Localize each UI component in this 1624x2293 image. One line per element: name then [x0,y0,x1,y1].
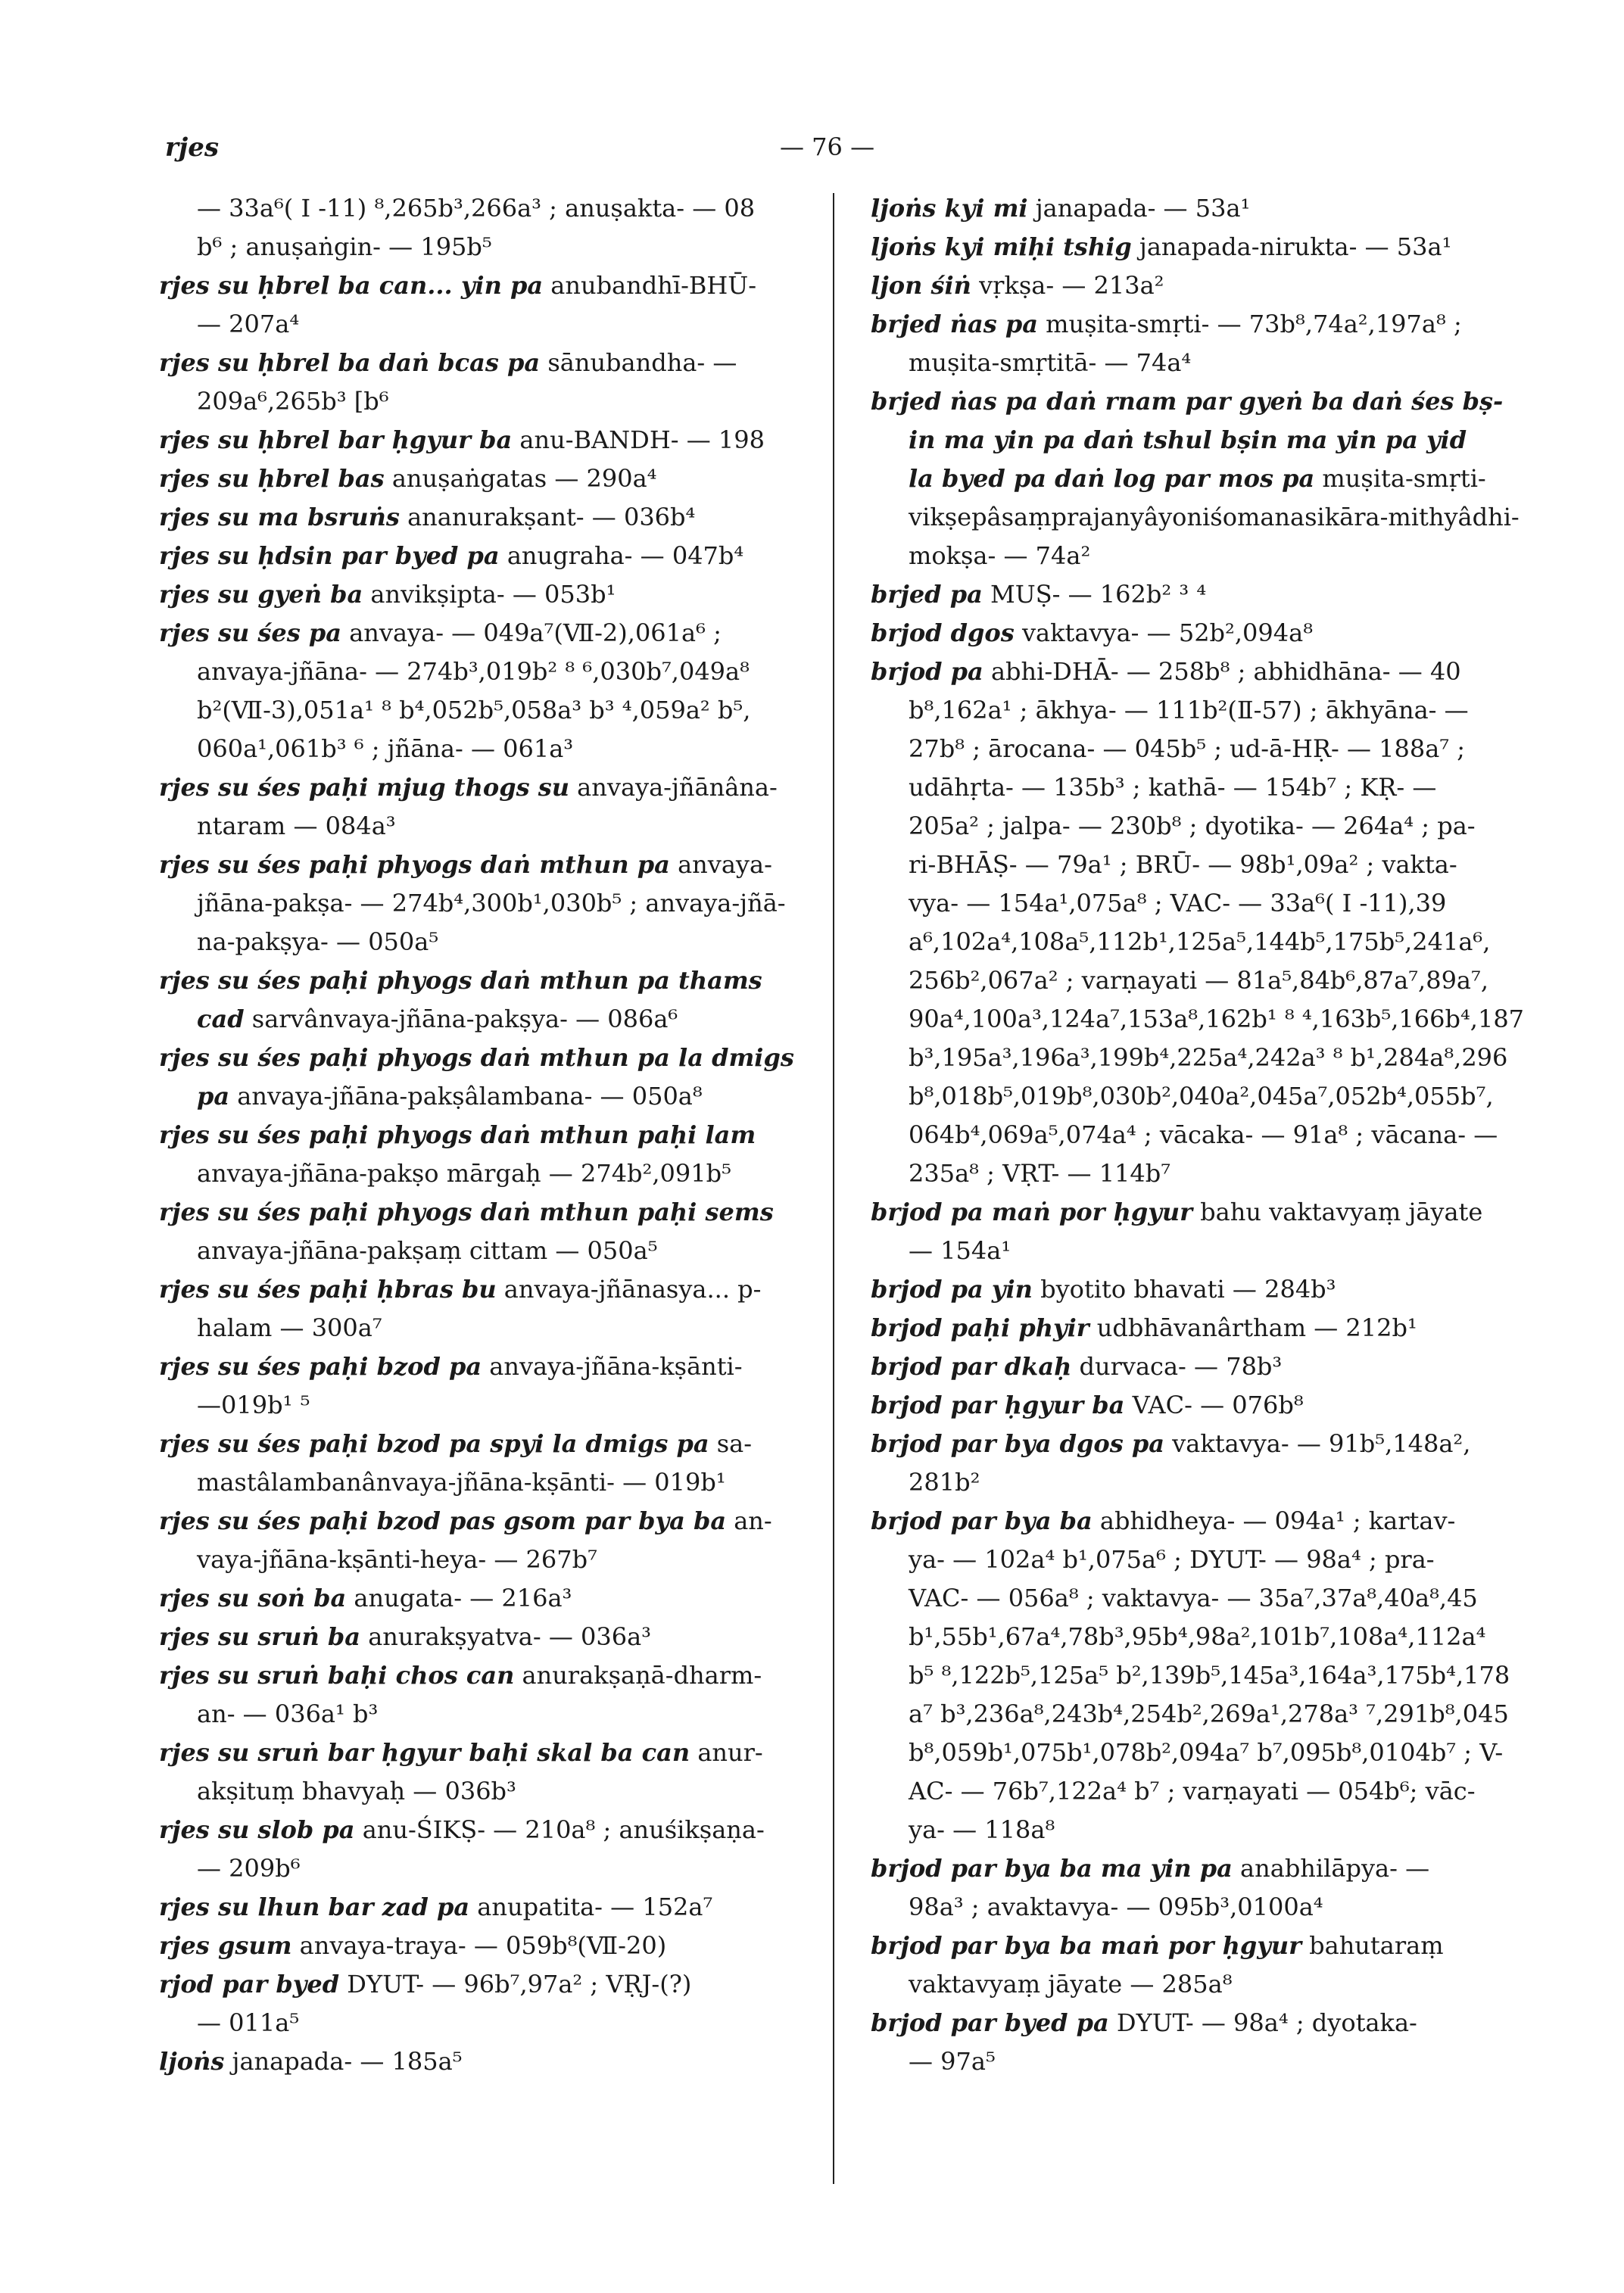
tibetan-headword: rjes su śes paḥi phyogs daṅ mthun paḥi sems [159,1198,774,1226]
tibetan-headword: rjes su soṅ ba [159,1584,347,1612]
dictionary-line [159,1000,803,1039]
dictionary-line [871,1965,1484,2004]
tibetan-headword: rjes su śes paḥi bzod pa spyi la dmigs pa [159,1429,709,1458]
dictionary-line [871,923,1491,961]
tibetan-headword: brjod paḥi phyir [871,1313,1089,1342]
dictionary-line [871,1541,1484,1579]
dictionary-line [871,807,1484,846]
tibetan-headword: rjes su slob pa [159,1815,355,1844]
tibetan-headword: rjes su śes paḥi phyogs daṅ mthun pa [159,850,670,879]
sanskrit-gloss: — 154a¹ [909,1236,1011,1265]
sanskrit-gloss: anurakṣaṇā-dharm- [514,1661,762,1690]
dictionary-line [871,846,1484,884]
sanskrit-gloss: b⁵ ⁸,122b⁵,125a⁵ b²,139b⁵,145a³,164a³,175b⁴,178 [909,1661,1510,1690]
sanskrit-gloss: a⁶,102a⁴,108a⁵,112b¹,125a⁵,144b⁵,175b⁵,241a⁶, [909,927,1491,956]
dictionary-line [871,1000,1525,1039]
sanskrit-gloss: muṣita-smṛtitā- — 74a⁴ [909,348,1192,377]
tibetan-headword: brjod par bya dgos pa [871,1429,1164,1458]
tibetan-headword: ljon śiṅ [871,271,971,300]
dictionary-line [159,1618,803,1656]
dictionary-line [871,1656,1510,1695]
sanskrit-gloss: ananurakṣant- — 036b⁴ [399,503,696,531]
dictionary-line [871,1154,1484,1193]
sanskrit-gloss: bahu vaktavyaṃ jāyate [1192,1198,1483,1226]
sanskrit-gloss: mastâlambanânvaya-jñāna-kṣānti- — 019b¹ [197,1468,726,1497]
dictionary-line [159,1039,803,1077]
dictionary-line [159,1734,803,1772]
tibetan-headword: rjes su ḥbrel bar ḥgyur ba [159,425,513,454]
sanskrit-gloss: vaktavya- — 52b²,094a⁸ [1014,618,1314,647]
dictionary-line [159,305,803,344]
sanskrit-gloss: anugraha- — 047b⁴ [499,541,744,570]
left-column [159,189,803,2081]
sanskrit-gloss: anvaya-jñāna-pakṣo mārgaḥ — 274b²,091b⁵ [197,1159,731,1188]
sanskrit-gloss: akṣituṃ bhavyaḥ — 036b³ [197,1777,516,1805]
dictionary-line [871,1347,1484,1386]
sanskrit-gloss: anvikṣipta- — 053b¹ [363,580,616,609]
tibetan-headword: brjod par dkaḥ [871,1352,1072,1381]
dictionary-line [871,1116,1498,1154]
dictionary-line [159,382,803,421]
tibetan-headword: rjod par byed [159,1970,340,1999]
dictionary-line [871,1463,1484,1502]
sanskrit-gloss: abhidheya- — 094a¹ ; kartav- [1092,1506,1456,1535]
dictionary-line [159,1425,803,1463]
tibetan-headword: brjod par bya ba ma yin pa [871,1854,1233,1883]
sanskrit-gloss: — 97a⁵ [909,2047,996,2076]
dictionary-line [159,691,803,730]
tibetan-headword: in ma yin pa daṅ tshul bṣin ma yin pa yid [909,425,1467,454]
dictionary-line [871,228,1484,266]
sanskrit-gloss: sa- [709,1429,753,1458]
tibetan-headword: brjod pa [871,657,983,686]
dictionary-line [159,1463,803,1502]
tibetan-headword: brjed ṅas pa daṅ rnam par gyeṅ ba daṅ śes bṣ- [871,387,1504,416]
tibetan-headword: rjes su ḥbrel bas [159,464,385,493]
tibetan-headword: rjes su śes paḥi phyogs daṅ mthun paḥi lam [159,1120,756,1149]
dictionary-line [871,460,1484,498]
sanskrit-gloss: anvaya-jñāna-pakṣâlambana- — 050a⁸ [229,1082,703,1111]
tibetan-headword: brjed pa [871,580,983,609]
dictionary-line [871,1579,1484,1618]
dictionary-line [159,1232,803,1270]
tibetan-headword: rjes su ma bsruṅs [159,503,400,531]
sanskrit-gloss: b⁸,162a¹ ; ākhya- — 111b²(Ⅱ-57) ; ākhyāna- — [909,696,1469,724]
sanskrit-gloss: 235a⁸ ; VṚT- — 114b⁷ [909,1159,1171,1188]
sanskrit-gloss: vikṣepâsaṃprajanyâyoniśomanasikāra-mithyâdhi- [909,503,1520,531]
sanskrit-gloss: anvaya-jñānâna- [569,773,778,802]
sanskrit-gloss: VAC- — 056a⁸ ; vaktavya- — 35a⁷,37a⁸,40a⁸,45 [909,1584,1478,1612]
sanskrit-gloss: anubandhī-BHŪ- [543,271,757,300]
dictionary-line [159,768,803,807]
sanskrit-gloss: vaya-jñāna-kṣānti-heya- — 267b⁷ [197,1545,597,1574]
dictionary-line [871,1309,1484,1347]
tibetan-headword: rjes su śes paḥi phyogs daṅ mthun pa thams [159,966,762,995]
sanskrit-gloss: ya- — 102a⁴ b¹,075a⁶ ; DYUT- — 98a⁴ ; pra- [909,1545,1435,1574]
sanskrit-gloss: b⁶ ; anuṣaṅgin- — 195b⁵ [197,232,492,261]
dictionary-line [871,1077,1494,1116]
sanskrit-gloss: vaktavya- — 91b⁵,148a², [1164,1429,1471,1458]
sanskrit-gloss: 064b⁴,069a⁵,074a⁴ ; vācaka- — 91a⁸ ; vācana- — [909,1120,1498,1149]
sanskrit-gloss: vya- — 154a¹,075a⁸ ; VAC- — 33a⁶( I -11),39 [909,889,1447,918]
dictionary-line [871,691,1484,730]
sanskrit-gloss: anvaya-jñāna-kṣānti- [482,1352,743,1381]
dictionary-line [871,1849,1484,1888]
sanskrit-gloss: vṛkṣa- — 213a² [971,271,1164,300]
dictionary-line [159,961,803,1000]
dictionary-line [871,266,1484,305]
tibetan-headword: rjes su sruṅ bar ḥgyur baḥi skal ba can [159,1738,690,1767]
sanskrit-gloss: anvaya-jñānasya... p- [496,1275,762,1304]
sanskrit-gloss: DYUT- — 98a⁴ ; dyotaka- [1108,2008,1417,2037]
dictionary-line [159,1116,803,1154]
sanskrit-gloss: anvaya-traya- — 059b⁸(Ⅶ-20) [291,1931,667,1960]
dictionary-line [871,1270,1484,1309]
sanskrit-gloss: udāhṛta- — 135b³ ; kathā- — 154b⁷ ; KṚ- — [909,773,1437,802]
dictionary-line [159,614,803,653]
dictionary-line [159,1888,803,1927]
dictionary-line [159,1193,803,1232]
sanskrit-gloss: janapada-nirukta- — 53a¹ [1131,232,1452,261]
dictionary-line [871,1618,1484,1656]
sanskrit-gloss: 256b²,067a² ; varṇayati — 81a⁵,84b⁶,87a⁷,89a⁷, [909,966,1488,995]
sanskrit-gloss: 27b⁸ ; ārocana- — 045b⁵ ; ud-ā-HṚ- — 188a⁷ ; [909,734,1466,763]
tibetan-headword: brjod par bya ba maṅ por ḥgyur [871,1931,1301,1960]
sanskrit-gloss: jñāna-pakṣa- — 274b⁴,300b¹,030b⁵ ; anvaya-jñā- [197,889,786,918]
tibetan-headword: brjod pa yin [871,1275,1033,1304]
sanskrit-gloss: VAC- — 076b⁸ [1124,1391,1304,1419]
sanskrit-gloss: anugata- — 216a³ [346,1584,572,1612]
dictionary-line [871,1811,1484,1849]
dictionary-line [159,1695,803,1734]
tibetan-headword: rjes su ḥbrel ba can... yin pa [159,271,544,300]
running-head: rjes [165,132,219,163]
sanskrit-gloss: DYUT- — 96b⁷,97a² ; VṚJ-(?) [339,1970,692,1999]
dictionary-line [159,189,803,228]
tibetan-headword: ljoṅs kyi miḥi tshig [871,232,1132,261]
sanskrit-gloss: janapada- — 185a⁵ [224,2047,463,2076]
dictionary-line [159,498,803,537]
sanskrit-gloss: 209a⁶,265b³ [b⁶ [197,387,389,416]
sanskrit-gloss: — 207a⁴ [197,310,300,338]
tibetan-headword: rjes su śes paḥi mjug thogs su [159,773,569,802]
dictionary-line [159,460,803,498]
dictionary-line [159,1309,803,1347]
dictionary-line [871,575,1484,614]
tibetan-headword: la byed pa daṅ log par mos pa [909,464,1315,493]
dictionary-line [159,1541,803,1579]
sanskrit-gloss: anurakṣyatva- — 036a³ [360,1622,651,1651]
tibetan-headword: rjes su ḥbrel ba daṅ bcas pa [159,348,541,377]
dictionary-line [871,1193,1484,1232]
tibetan-headword: ljoṅs kyi mi [871,194,1028,223]
dictionary-line [871,1502,1484,1541]
sanskrit-gloss: sarvânvaya-jñāna-pakṣya- — 086a⁶ [244,1005,678,1033]
tibetan-headword: pa [197,1082,230,1111]
sanskrit-gloss: ya- — 118a⁸ [909,1815,1055,1844]
dictionary-line [159,1811,803,1849]
dictionary-line [871,730,1484,768]
tibetan-headword: rjes su śes paḥi bzod pas gsom par bya ba [159,1506,727,1535]
tibetan-headword: rjes su lhun bar zad pa [159,1893,470,1921]
column-divider [833,193,834,2184]
sanskrit-gloss: 205a² ; jalpa- — 230b⁸ ; dyotika- — 264a⁴ ; pa- [909,812,1476,840]
sanskrit-gloss: 98a³ ; avaktavya- — 095b³,0100a⁴ [909,1893,1323,1921]
sanskrit-gloss: bahutaraṃ [1301,1931,1444,1960]
tibetan-headword: rjes su sruṅ ba [159,1622,361,1651]
dictionary-line [871,2042,1484,2081]
sanskrit-gloss: halam — 300a⁷ [197,1313,382,1342]
tibetan-headword: brjed ṅas pa [871,310,1038,338]
sanskrit-gloss: anu-ŚIKṢ- — 210a⁸ ; anuśikṣaṇa- [354,1815,765,1844]
dictionary-line [871,537,1484,575]
sanskrit-gloss: anuṣaṅgatas — 290a⁴ [384,464,657,493]
dictionary-line [159,1927,803,1965]
dictionary-line [871,2004,1484,2042]
dictionary-line [159,2004,803,2042]
dictionary-line [871,653,1484,691]
dictionary-line [159,228,803,266]
dictionary-line [871,1039,1508,1077]
dictionary-line [159,421,803,460]
dictionary-line [871,344,1484,382]
sanskrit-gloss: an- [726,1506,772,1535]
tibetan-headword: cad [197,1005,245,1033]
dictionary-line [159,807,803,846]
dictionary-line [871,614,1484,653]
sanskrit-gloss: muṣita-smṛti- [1314,464,1486,493]
sanskrit-gloss: abhi-DHĀ- — 258b⁸ ; abhidhāna- — 40 [983,657,1461,686]
dictionary-line [871,961,1488,1000]
tibetan-headword: brjod dgos [871,618,1015,647]
dictionary-line [159,537,803,575]
sanskrit-gloss: b⁸,018b⁵,019b⁸,030b²,040a²,045a⁷,052b⁴,055b⁷, [909,1082,1494,1111]
dictionary-line [159,1656,803,1695]
sanskrit-gloss: anvaya- — 049a⁷(Ⅶ-2),061a⁶ ; [341,618,722,647]
sanskrit-gloss: muṣita-smṛti- — 73b⁸,74a²,197a⁸ ; [1037,310,1462,338]
dictionary-line [159,884,803,923]
sanskrit-gloss: b⁸,059b¹,075b¹,078b²,094a⁷ b⁷,095b⁸,0104b⁷ ; V- [909,1738,1504,1767]
sanskrit-gloss: na-pakṣya- — 050a⁵ [197,927,439,956]
sanskrit-gloss: an- — 036a¹ b³ [197,1699,379,1728]
dictionary-line [159,1772,803,1811]
sanskrit-gloss: —019b¹ ⁵ [197,1391,310,1419]
dictionary-line [871,189,1484,228]
sanskrit-gloss: vaktavyaṃ jāyate — 285a⁸ [909,1970,1233,1999]
tibetan-headword: rjes su gyeṅ ba [159,580,363,609]
sanskrit-gloss: anu-BANDH- — 198 [512,425,765,454]
sanskrit-gloss: a⁷ b³,236a⁸,243b⁴,254b²,269a¹,278a³ ⁷,291b⁸,045 [909,1699,1509,1728]
dictionary-line [871,421,1484,460]
tibetan-headword: rjes su śes paḥi ḥbras bu [159,1275,497,1304]
sanskrit-gloss: udbhāvanârtham — 212b¹ [1089,1313,1417,1342]
tibetan-headword: rjes su ḥdsin par byed pa [159,541,500,570]
dictionary-line [159,575,803,614]
sanskrit-gloss: b²(Ⅶ-3),051a¹ ⁸ b⁴,052b⁵,058a³ b³ ⁴,059a² b⁵, [197,696,751,724]
dictionary-line [159,266,803,305]
dictionary-line [159,1386,803,1425]
sanskrit-gloss: sānubandha- — [540,348,737,377]
dictionary-line [159,846,803,884]
sanskrit-gloss: — 209b⁶ [197,1854,301,1883]
dictionary-line [871,382,1504,421]
page-number: — 76 — [780,132,875,161]
tibetan-headword: rjes gsum [159,1931,292,1960]
sanskrit-gloss: byotito bhavati — 284b³ [1032,1275,1336,1304]
sanskrit-gloss: 060a¹,061b³ ⁶ ; jñāna- — 061a³ [197,734,574,763]
sanskrit-gloss: anvaya-jñāna-pakṣaṃ cittam — 050a⁵ [197,1236,658,1265]
sanskrit-gloss: durvaca- — 78b³ [1071,1352,1283,1381]
page-header [0,132,1624,178]
sanskrit-gloss: mokṣa- — 74a² [909,541,1091,570]
sanskrit-gloss: anur- [690,1738,763,1767]
sanskrit-gloss: AC- — 76b⁷,122a⁴ b⁷ ; varṇayati — 054b⁶; vāc- [909,1777,1476,1805]
tibetan-headword: brjod pa maṅ por ḥgyur [871,1198,1192,1226]
dictionary-line [159,1579,803,1618]
dictionary-line [159,1965,803,2004]
dictionary-line [871,1772,1484,1811]
dictionary-line [159,923,803,961]
sanskrit-gloss: ntaram — 084a³ [197,812,396,840]
dictionary-line [159,2042,803,2081]
sanskrit-gloss: anupatita- — 152a⁷ [469,1893,713,1921]
dictionary-line [159,1347,803,1386]
dictionary-line [159,1502,803,1541]
dictionary-line [871,1888,1484,1927]
dictionary-line [871,1232,1484,1270]
sanskrit-gloss: janapada- — 53a¹ [1027,194,1251,223]
tibetan-headword: brjod par byed pa [871,2008,1109,2037]
sanskrit-gloss: ri-BHĀṢ- — 79a¹ ; BRŪ- — 98b¹,09a² ; vakta- [909,850,1457,879]
right-column [871,189,1525,2081]
dictionary-line [871,1734,1504,1772]
sanskrit-gloss: 281b² [909,1468,980,1497]
sanskrit-gloss: b¹,55b¹,67a⁴,78b³,95b⁴,98a²,101b⁷,108a⁴,112a⁴ [909,1622,1486,1651]
sanskrit-gloss: MUṢ- — 162b² ³ ⁴ [982,580,1207,609]
sanskrit-gloss: 90a⁴,100a³,124a⁷,153a⁸,162b¹ ⁸ ⁴,163b⁵,166b⁴,187 [909,1005,1525,1033]
dictionary-line [871,768,1484,807]
dictionary-line [159,653,803,691]
dictionary-line [871,1386,1484,1425]
dictionary-line [159,1270,803,1309]
tibetan-headword: brjod par bya ba [871,1506,1093,1535]
dictionary-line [871,884,1484,923]
sanskrit-gloss: anvaya-jñāna- — 274b³,019b² ⁸ ⁶,030b⁷,049a⁸ [197,657,750,686]
dictionary-line [871,305,1484,344]
dictionary-line [871,1425,1484,1463]
tibetan-headword: brjod par ḥgyur ba [871,1391,1125,1419]
dictionary-line [159,1077,803,1116]
sanskrit-gloss: anvaya- [669,850,772,879]
tibetan-headword: rjes su sruṅ baḥi chos can [159,1661,515,1690]
sanskrit-gloss: — 011a⁵ [197,2008,300,2037]
tibetan-headword: rjes su śes pa [159,618,342,647]
dictionary-line [871,498,1520,537]
dictionary-line [871,1927,1484,1965]
sanskrit-gloss: b³,195a³,196a³,199b⁴,225a⁴,242a³ ⁸ b¹,284a⁸,296 [909,1043,1508,1072]
dictionary-line [159,1849,803,1888]
dictionary-line [159,1154,803,1193]
dictionary-line [159,344,803,382]
dictionary-line [159,730,803,768]
dictionary-line [871,1695,1509,1734]
tibetan-headword: rjes su śes paḥi phyogs daṅ mthun pa la dmigs [159,1043,794,1072]
tibetan-headword: ljoṅs [159,2047,225,2076]
sanskrit-gloss: anabhilāpya- — [1232,1854,1430,1883]
tibetan-headword: rjes su śes paḥi bzod pa [159,1352,482,1381]
sanskrit-gloss: — 33a⁶( I -11) ⁸,265b³,266a³ ; anuṣakta- — 08 [197,194,756,223]
